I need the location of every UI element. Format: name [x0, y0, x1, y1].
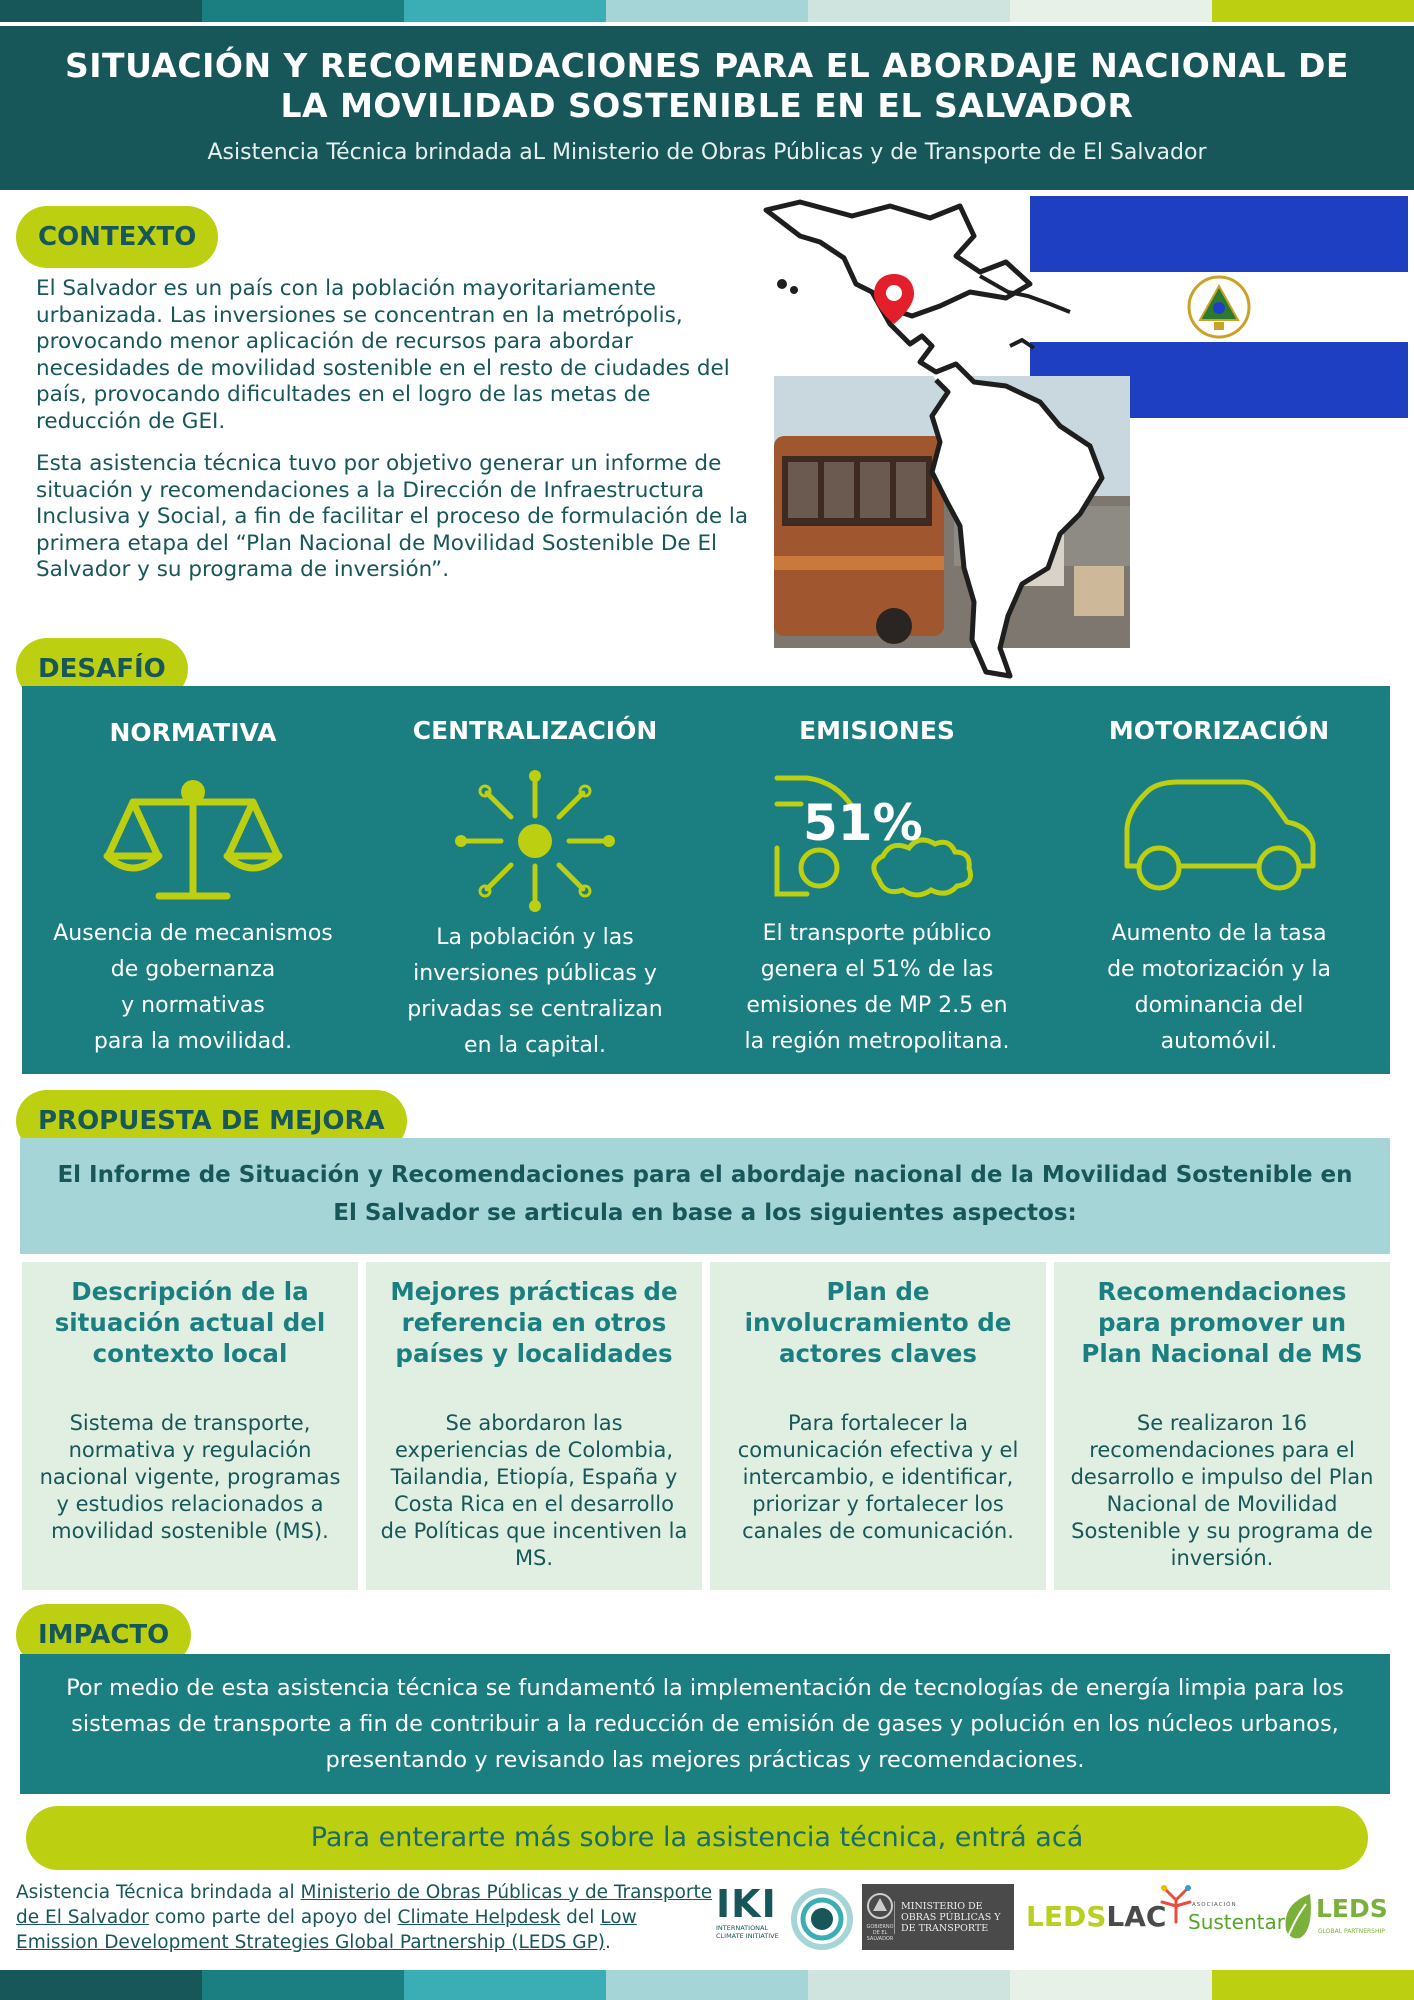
desc-line: inversiones públicas y: [413, 961, 657, 986]
desc-line: dominancia del: [1134, 993, 1304, 1018]
mop-logo: [862, 1884, 1014, 1950]
mop-emblem-text: GOBIERNO DE EL SALVADOR: [866, 1924, 894, 1942]
impacto-text: Por medio de esta asistencia técnica se fundamentó la implementación de tecnologías de energía limpia para los sistemas de transporte a fin de contribuir a la reducción de emisión de gases y polución en los núcleos urbanos, presentando y revisando las mejores prácticas y recomendaciones.: [20, 1654, 1390, 1794]
desc-line: y normativas: [121, 993, 265, 1018]
desafio-description: [384, 920, 686, 1064]
iki-logo: [716, 1884, 786, 1954]
stripe-segment: [606, 1970, 808, 2000]
link-leds-gp[interactable]: Low Emission Development Strategies Global Partnership (LEDS GP): [16, 1907, 637, 1953]
desc-line: en la capital.: [464, 1033, 606, 1058]
desc-line: genera el 51% de las: [760, 957, 994, 982]
desc-line: Ausencia de mecanismos: [53, 921, 333, 946]
propuesta-intro: El Informe de Situación y Recomendaciones para el abordaje nacional de la Movilidad Sostenible en El Salvador se articula en base a los siguientes aspectos:: [20, 1138, 1390, 1254]
desafio-title: MOTORIZACIÓN: [1108, 716, 1330, 745]
stripe-segment: [1010, 1970, 1212, 2000]
footer-note: [16, 1880, 716, 1955]
page-title: SITUACIÓN Y RECOMENDACIONES PARA EL ABORDAJE NACIONAL DE LA MOVILIDAD SOSTENIBLE EN EL SALVADOR: [65, 46, 1349, 125]
desc-line: la región metropolitana.: [744, 1029, 1010, 1054]
coat-of-arms-icon: [1184, 272, 1254, 342]
propuesta-card: [22, 1262, 358, 1590]
stripe-segment: [1212, 1970, 1414, 2000]
propuesta-card: [710, 1262, 1046, 1590]
propuesta-card-title: Mejores prácticas de referencia en otros países y localidades: [390, 1277, 678, 1368]
mop-emblem: [866, 1892, 894, 1942]
desafio-card-emisiones: [706, 686, 1048, 1074]
stripe-segment: [1212, 0, 1414, 22]
contexto-paragraph: El Salvador es un país con la población mayoritariamente urbanizada. Las inversiones se concentran en la metrópolis, provocando menor aplicación de recursos para abordar necesidades de movilidad sostenible en el resto de ciudades del país, provocando dificultades en el logro de las metas de reducción de GEI.: [36, 276, 730, 434]
stripe-segment: [0, 0, 202, 22]
ledslac-logo: [1026, 1884, 1167, 1954]
contexto-paragraph: Esta asistencia técnica tuvo por objetivo generar un informe de situación y recomendaciones a la Dirección de Infraestructura Inclusiva y Social, a fin de facilitar el proceso de formulación de la primera etapa del “Plan Nacional de Movilidad Sostenible De El Salvador y su programa de inversión”.: [36, 451, 749, 582]
desafio-card-motorizacion: [1048, 686, 1390, 1074]
propuesta-card-title: Recomendaciones para promover un Plan Nacional de MS: [1081, 1277, 1363, 1368]
leds-gp-text: LEDS: [1316, 1894, 1388, 1923]
iki-logo-text: IKI: [716, 1882, 777, 1926]
desc-line: emisiones de MP 2.5 en: [746, 993, 1008, 1018]
centralization-icon: [435, 766, 635, 916]
section-label-contexto: CONTEXTO: [16, 206, 218, 268]
footer-text: como parte del apoyo del: [148, 1907, 398, 1928]
link-climate-helpdesk[interactable]: Climate Helpdesk: [397, 1907, 561, 1928]
leds-gp-subtext: GLOBAL PARTNERSHIP: [1318, 1928, 1385, 1935]
car-icon: [1119, 768, 1319, 908]
desc-line: Aumento de la tasa: [1111, 921, 1327, 946]
desc-line: La población y las: [436, 925, 634, 950]
stripe-segment: [1010, 0, 1212, 22]
sustentar-logo: [1156, 1884, 1285, 1954]
desc-line: de motorización y la: [1107, 957, 1331, 982]
desc-line: de gobernanza: [110, 957, 276, 982]
desc-line: para la movilidad.: [93, 1029, 293, 1054]
ledslac-wordmark: [1026, 1884, 1167, 1950]
iki-ring-logo: [788, 1884, 856, 1954]
propuesta-card-text: Sistema de transporte, normativa y regulación nacional vigente, programas y estudios relacionados a movilidad sostenible (MS).: [39, 1411, 341, 1543]
desafio-description: [726, 916, 1028, 1060]
desc-line: privadas se centralizan: [407, 997, 663, 1022]
emblem-icon: [866, 1892, 894, 1920]
stripe-segment: [606, 0, 808, 22]
link-ministerio[interactable]: Ministerio de Obras Públicas y de Transporte de El Salvador: [16, 1882, 713, 1928]
footer-text: Asistencia Técnica brindada al: [16, 1882, 301, 1903]
propuesta-card: [366, 1262, 702, 1590]
leaf-icon: [1280, 1890, 1316, 1946]
footer-text: .: [605, 1932, 611, 1953]
desafio-card-centralizacion: [364, 686, 706, 1074]
americas-map-outline: [760, 196, 1170, 682]
header-banner: [0, 26, 1414, 190]
map-illustration: [760, 196, 1408, 682]
propuesta-card-text: Se abordaron las experiencias de Colombia, Tailandia, Etiopía, España y Costa Rica en el desarrollo de Políticas que incentiven la MS.: [380, 1411, 688, 1570]
desafio-description: [1068, 916, 1370, 1060]
contexto-text: [36, 276, 756, 600]
desc-line: automóvil.: [1160, 1029, 1278, 1054]
stripe-segment: [404, 0, 606, 22]
scales-icon: [93, 768, 293, 908]
desafio-card-normativa: [22, 686, 364, 1074]
sustentar-asociacion: ASOCIACIÓN: [1192, 1902, 1237, 1908]
desafio-title: EMISIONES: [799, 716, 955, 745]
emissions-stat: 51%: [803, 794, 923, 852]
stripe-segment: [808, 1970, 1010, 2000]
desafio-description: [42, 916, 344, 1060]
more-info-button[interactable]: Para enterarte más sobre la asistencia técnica, entrá acá: [26, 1806, 1368, 1870]
stripe-segment: [404, 1970, 606, 2000]
stripe-segment: [202, 1970, 404, 2000]
bottom-color-stripe: [0, 1970, 1414, 2000]
propuesta-card-text: Para fortalecer la comunicación efectiva y el intercambio, e identificar, priorizar y fortalecer los canales de comunicación.: [737, 1411, 1019, 1543]
propuesta-card: [1054, 1262, 1390, 1590]
top-color-stripe: [0, 0, 1414, 22]
propuesta-card-title: Descripción de la situación actual del contexto local: [54, 1277, 326, 1368]
sustentar-text: Sustentar: [1188, 1910, 1285, 1934]
stripe-segment: [808, 0, 1010, 22]
desafio-panel: [22, 686, 1390, 1074]
desafio-title: CENTRALIZACIÓN: [412, 716, 658, 745]
ledslac-lac: LAC: [1106, 1900, 1167, 1933]
section-label-desafio: DESAFÍO: [16, 638, 188, 700]
emissions-icon: [767, 768, 987, 908]
section-label-propuesta: PROPUESTA DE MEJORA: [16, 1090, 407, 1152]
stripe-segment: [0, 1970, 202, 2000]
desafio-title: NORMATIVA: [109, 718, 277, 747]
propuesta-card-text: Se realizaron 16 recomendaciones para el desarrollo e impulso del Plan Nacional de Movilidad Sostenible y su programa de inversión.: [1070, 1411, 1374, 1570]
ledslac-leds: LEDS: [1026, 1900, 1107, 1933]
page-subtitle: Asistencia Técnica brindada aL Ministerio de Obras Públicas y de Transporte de El Salvador: [207, 140, 1207, 165]
footer-text: del: [560, 1907, 601, 1928]
propuesta-card-title: Plan de involucramiento de actores claves: [744, 1277, 1012, 1368]
section-label-impacto: IMPACTO: [16, 1604, 191, 1666]
leds-gp-logo: [1280, 1884, 1392, 1954]
desc-line: El transporte público: [762, 921, 992, 946]
mop-logo-text: MINISTERIO DE OBRAS PÚBLICAS Y DE TRANSPORTE: [894, 1901, 1010, 1934]
stripe-segment: [202, 0, 404, 22]
iki-logo-subtext: INTERNATIONAL CLIMATE INITIATIVE: [716, 1924, 779, 1940]
